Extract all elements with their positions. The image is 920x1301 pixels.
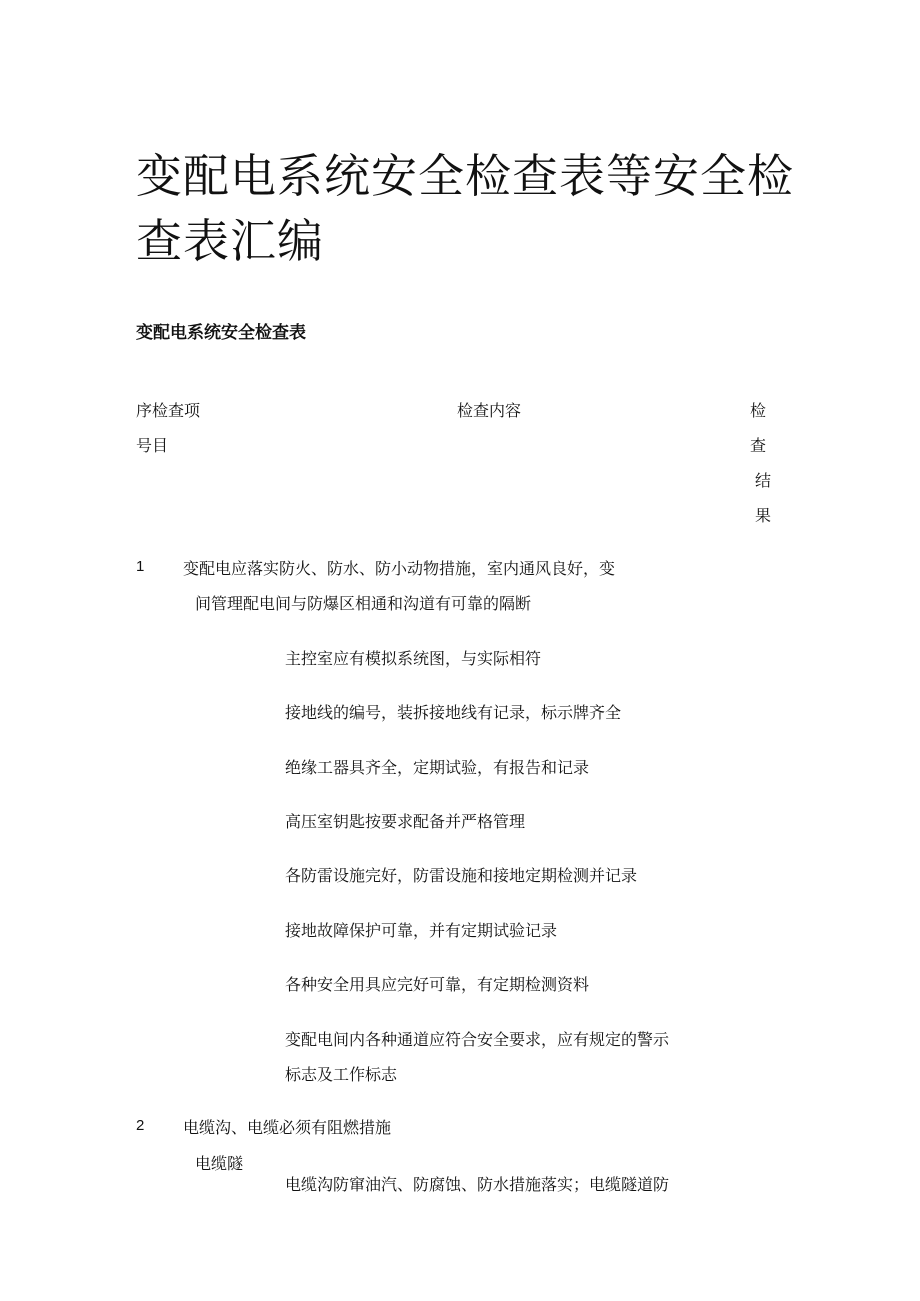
header-content: 检查内容 <box>457 401 522 420</box>
row-1-item-8: 变配电间内各种通道应符合安全要求，应有规定的警示 <box>285 1030 670 1049</box>
document-title-line-2: 查表汇编 <box>136 214 324 268</box>
row-2-first-line: 电缆沟、电缆必须有阻燃措施 <box>183 1118 392 1137</box>
row-1-item-5: 各防雷设施完好，防雷设施和接地定期检测并记录 <box>285 866 638 885</box>
row-1-number: 1 <box>136 558 145 575</box>
row-1-item-7: 各种安全用具应完好可靠，有定期检测资料 <box>285 975 590 994</box>
row-1-item-8-continued: 标志及工作标志 <box>285 1065 398 1084</box>
header-result-char-1: 检 <box>750 401 767 420</box>
document-title-line-1: 变配电系统安全检查表等安全检 <box>136 149 794 203</box>
header-seq-item-line-1: 序检查项 <box>136 401 201 420</box>
row-2-item-label: 电缆隧 <box>195 1154 244 1173</box>
row-2-number: 2 <box>136 1117 145 1134</box>
header-result-char-2: 查 <box>750 436 767 455</box>
row-1-item-3: 绝缘工器具齐全，定期试验，有报告和记录 <box>285 758 590 777</box>
row-1-item-2: 接地线的编号，装拆接地线有记录，标示牌齐全 <box>285 703 622 722</box>
header-result-char-4: 果 <box>755 506 772 525</box>
header-seq-item-line-2: 号目 <box>136 436 169 455</box>
row-2-item-1: 电缆沟防窜油汽、防腐蚀、防水措施落实；电缆隧道防 <box>285 1175 670 1194</box>
section-title: 变配电系统安全检查表 <box>136 323 306 343</box>
header-result-char-3: 结 <box>755 471 772 490</box>
row-1-item-4: 高压室钥匙按要求配备并严格管理 <box>285 812 526 831</box>
row-1-item-1: 主控室应有模拟系统图，与实际相符 <box>285 649 542 668</box>
row-1-first-line-2: 间管理配电间与防爆区相通和沟道有可靠的隔断 <box>195 594 532 613</box>
row-1-first-line-1: 变配电应落实防火、防水、防小动物措施，室内通风良好，变 <box>183 559 616 578</box>
row-1-item-6: 接地故障保护可靠，并有定期试验记录 <box>285 921 558 940</box>
